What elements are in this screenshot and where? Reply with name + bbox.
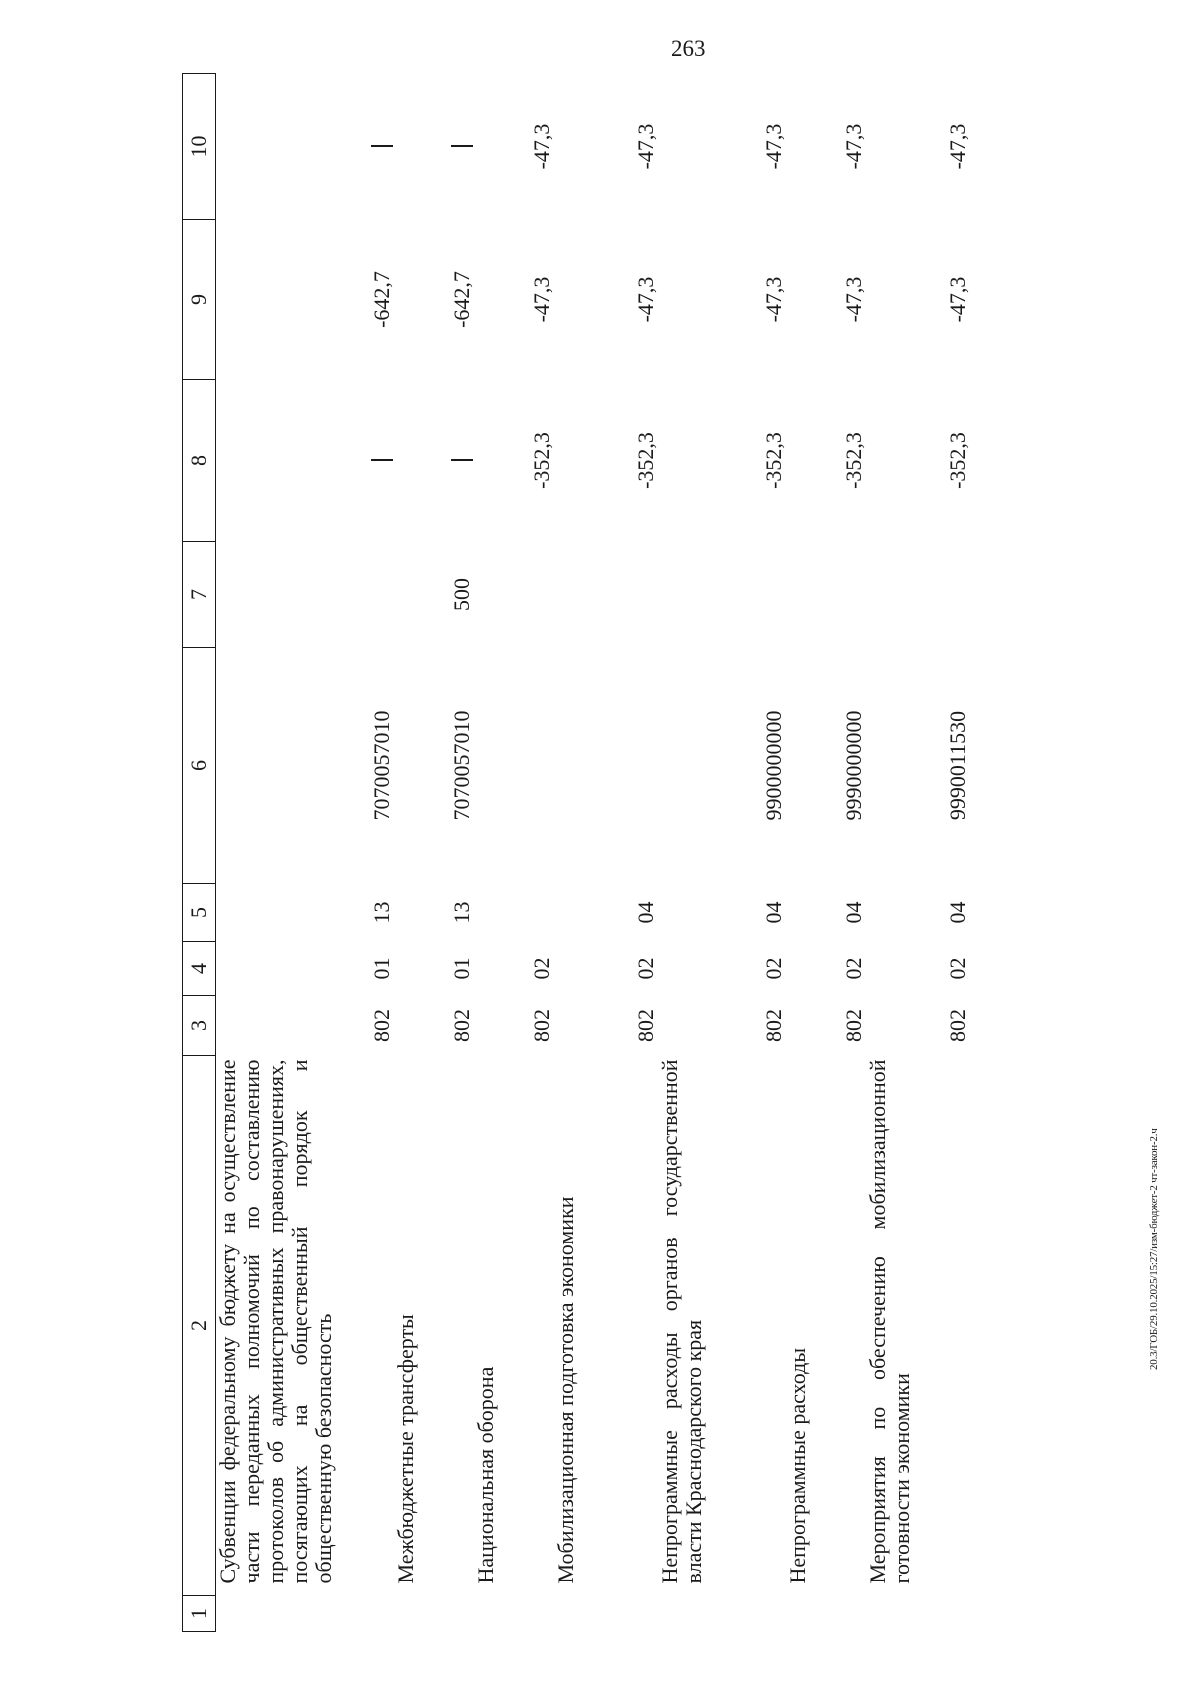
- cell-c3: 802: [368, 1009, 394, 1042]
- cell-c6: 9990000000: [840, 710, 866, 821]
- budget-table: [182, 73, 970, 1632]
- cell-c10: -47,3: [944, 123, 970, 170]
- cell-c3: 802: [448, 1009, 474, 1042]
- cell-c3: 802: [760, 1009, 786, 1042]
- cell-c4: 02: [632, 957, 658, 980]
- cell-c5: [474, 884, 554, 942]
- cell-c8: [216, 380, 394, 542]
- cell-c7: [786, 542, 866, 648]
- column-header: 2: [183, 1056, 216, 1596]
- table-row: [866, 74, 970, 1632]
- cell-c6: 7070057010: [368, 710, 394, 821]
- cell-c4: 02: [840, 957, 866, 980]
- cell-c7: [658, 542, 786, 648]
- cell-c5: 04: [632, 901, 658, 924]
- cell-c5: 04: [944, 901, 970, 924]
- cell-c5: 13: [368, 901, 394, 924]
- column-header: 6: [183, 648, 216, 884]
- cell-c6: 9990011530: [944, 710, 970, 821]
- table-row: [554, 74, 658, 1632]
- cell-c10: -47,3: [760, 123, 786, 170]
- table-row: [394, 74, 474, 1632]
- cell-c4: 02: [760, 957, 786, 980]
- cell-c4: 02: [944, 957, 970, 980]
- table-row: [474, 74, 554, 1632]
- cell-c7: [866, 542, 970, 648]
- cell-c9: -47,3: [760, 276, 786, 323]
- budget-table-rotated: [182, 74, 990, 1632]
- column-header: 10: [183, 74, 216, 220]
- cell-c9: -47,3: [528, 276, 554, 323]
- cell-c8: -352,3: [528, 432, 554, 489]
- cell-c5: 04: [760, 901, 786, 924]
- cell-c10: [394, 74, 474, 220]
- row-name: Субвенции федеральному бюджету на осуществление части переданных полномочий по составлению протоколов об административных правонарушениях, посягающих на общественный порядок и общественную безопасность: [215, 1059, 336, 1584]
- cell-c9: -642,7: [368, 271, 394, 328]
- cell-c9: -47,3: [632, 276, 658, 323]
- table-header-row: [183, 74, 216, 1632]
- row-name: Непрограммные расходы: [784, 1347, 810, 1584]
- column-header: 7: [183, 542, 216, 648]
- column-header: 5: [183, 884, 216, 942]
- cell-c8: -352,3: [944, 432, 970, 489]
- row-name: Межбюджетные трансферты: [392, 1314, 418, 1584]
- cell-c9: -47,3: [840, 276, 866, 323]
- cell-c7: [554, 542, 658, 648]
- cell-c3: 802: [944, 1009, 970, 1042]
- cell-c8: -352,3: [632, 432, 658, 489]
- column-header: 3: [183, 996, 216, 1056]
- column-header: 9: [183, 220, 216, 380]
- row-name: Мероприятия по обеспечению мобилизационной готовности экономики: [864, 1059, 914, 1584]
- table-row: [658, 74, 786, 1632]
- row-name: Непрограммные расходы органов государственной власти Краснодарского края: [656, 1059, 706, 1584]
- cell-c5: 13: [448, 901, 474, 924]
- cell-c4: 01: [368, 957, 394, 980]
- dash-mark: [371, 146, 393, 148]
- cell-c6: 9900000000: [760, 710, 786, 821]
- cell-c10: [216, 74, 394, 220]
- table-row: [216, 74, 394, 1632]
- page-number: 263: [671, 36, 706, 61]
- cell-c10: -47,3: [840, 123, 866, 170]
- cell-c7: 500: [448, 578, 474, 611]
- cell-c5: 04: [840, 901, 866, 924]
- table-row: [786, 74, 866, 1632]
- dash-mark: [371, 460, 393, 462]
- cell-c9: -642,7: [448, 271, 474, 328]
- column-header: 8: [183, 380, 216, 542]
- cell-c7: [474, 542, 554, 648]
- cell-c9: -47,3: [944, 276, 970, 323]
- cell-c6: 7070057010: [448, 710, 474, 821]
- cell-c8: [394, 380, 474, 542]
- cell-c7: [216, 542, 394, 648]
- column-header: 4: [183, 942, 216, 996]
- column-header: 1: [183, 1596, 216, 1632]
- cell-c4: 01: [448, 957, 474, 980]
- cell-c10: -47,3: [528, 123, 554, 170]
- cell-c4: 02: [528, 957, 554, 980]
- cell-c3: 802: [528, 1009, 554, 1042]
- cell-c6: [474, 648, 554, 884]
- cell-c8: -352,3: [840, 432, 866, 489]
- cell-c8: -352,3: [760, 432, 786, 489]
- cell-c3: 802: [632, 1009, 658, 1042]
- cell-c3: 802: [840, 1009, 866, 1042]
- row-name: Национальная оборона: [472, 1366, 498, 1584]
- dash-mark: [451, 146, 473, 148]
- row-name: Мобилизационная подготовка экономики: [552, 1196, 578, 1584]
- document-footer-code: 20.3/ГОБ/29.10.2025/15:27/изм-бюджет-2 чт-закон-2.ч: [1148, 1128, 1160, 1370]
- cell-c6: [554, 648, 658, 884]
- cell-c10: -47,3: [632, 123, 658, 170]
- dash-mark: [451, 460, 473, 462]
